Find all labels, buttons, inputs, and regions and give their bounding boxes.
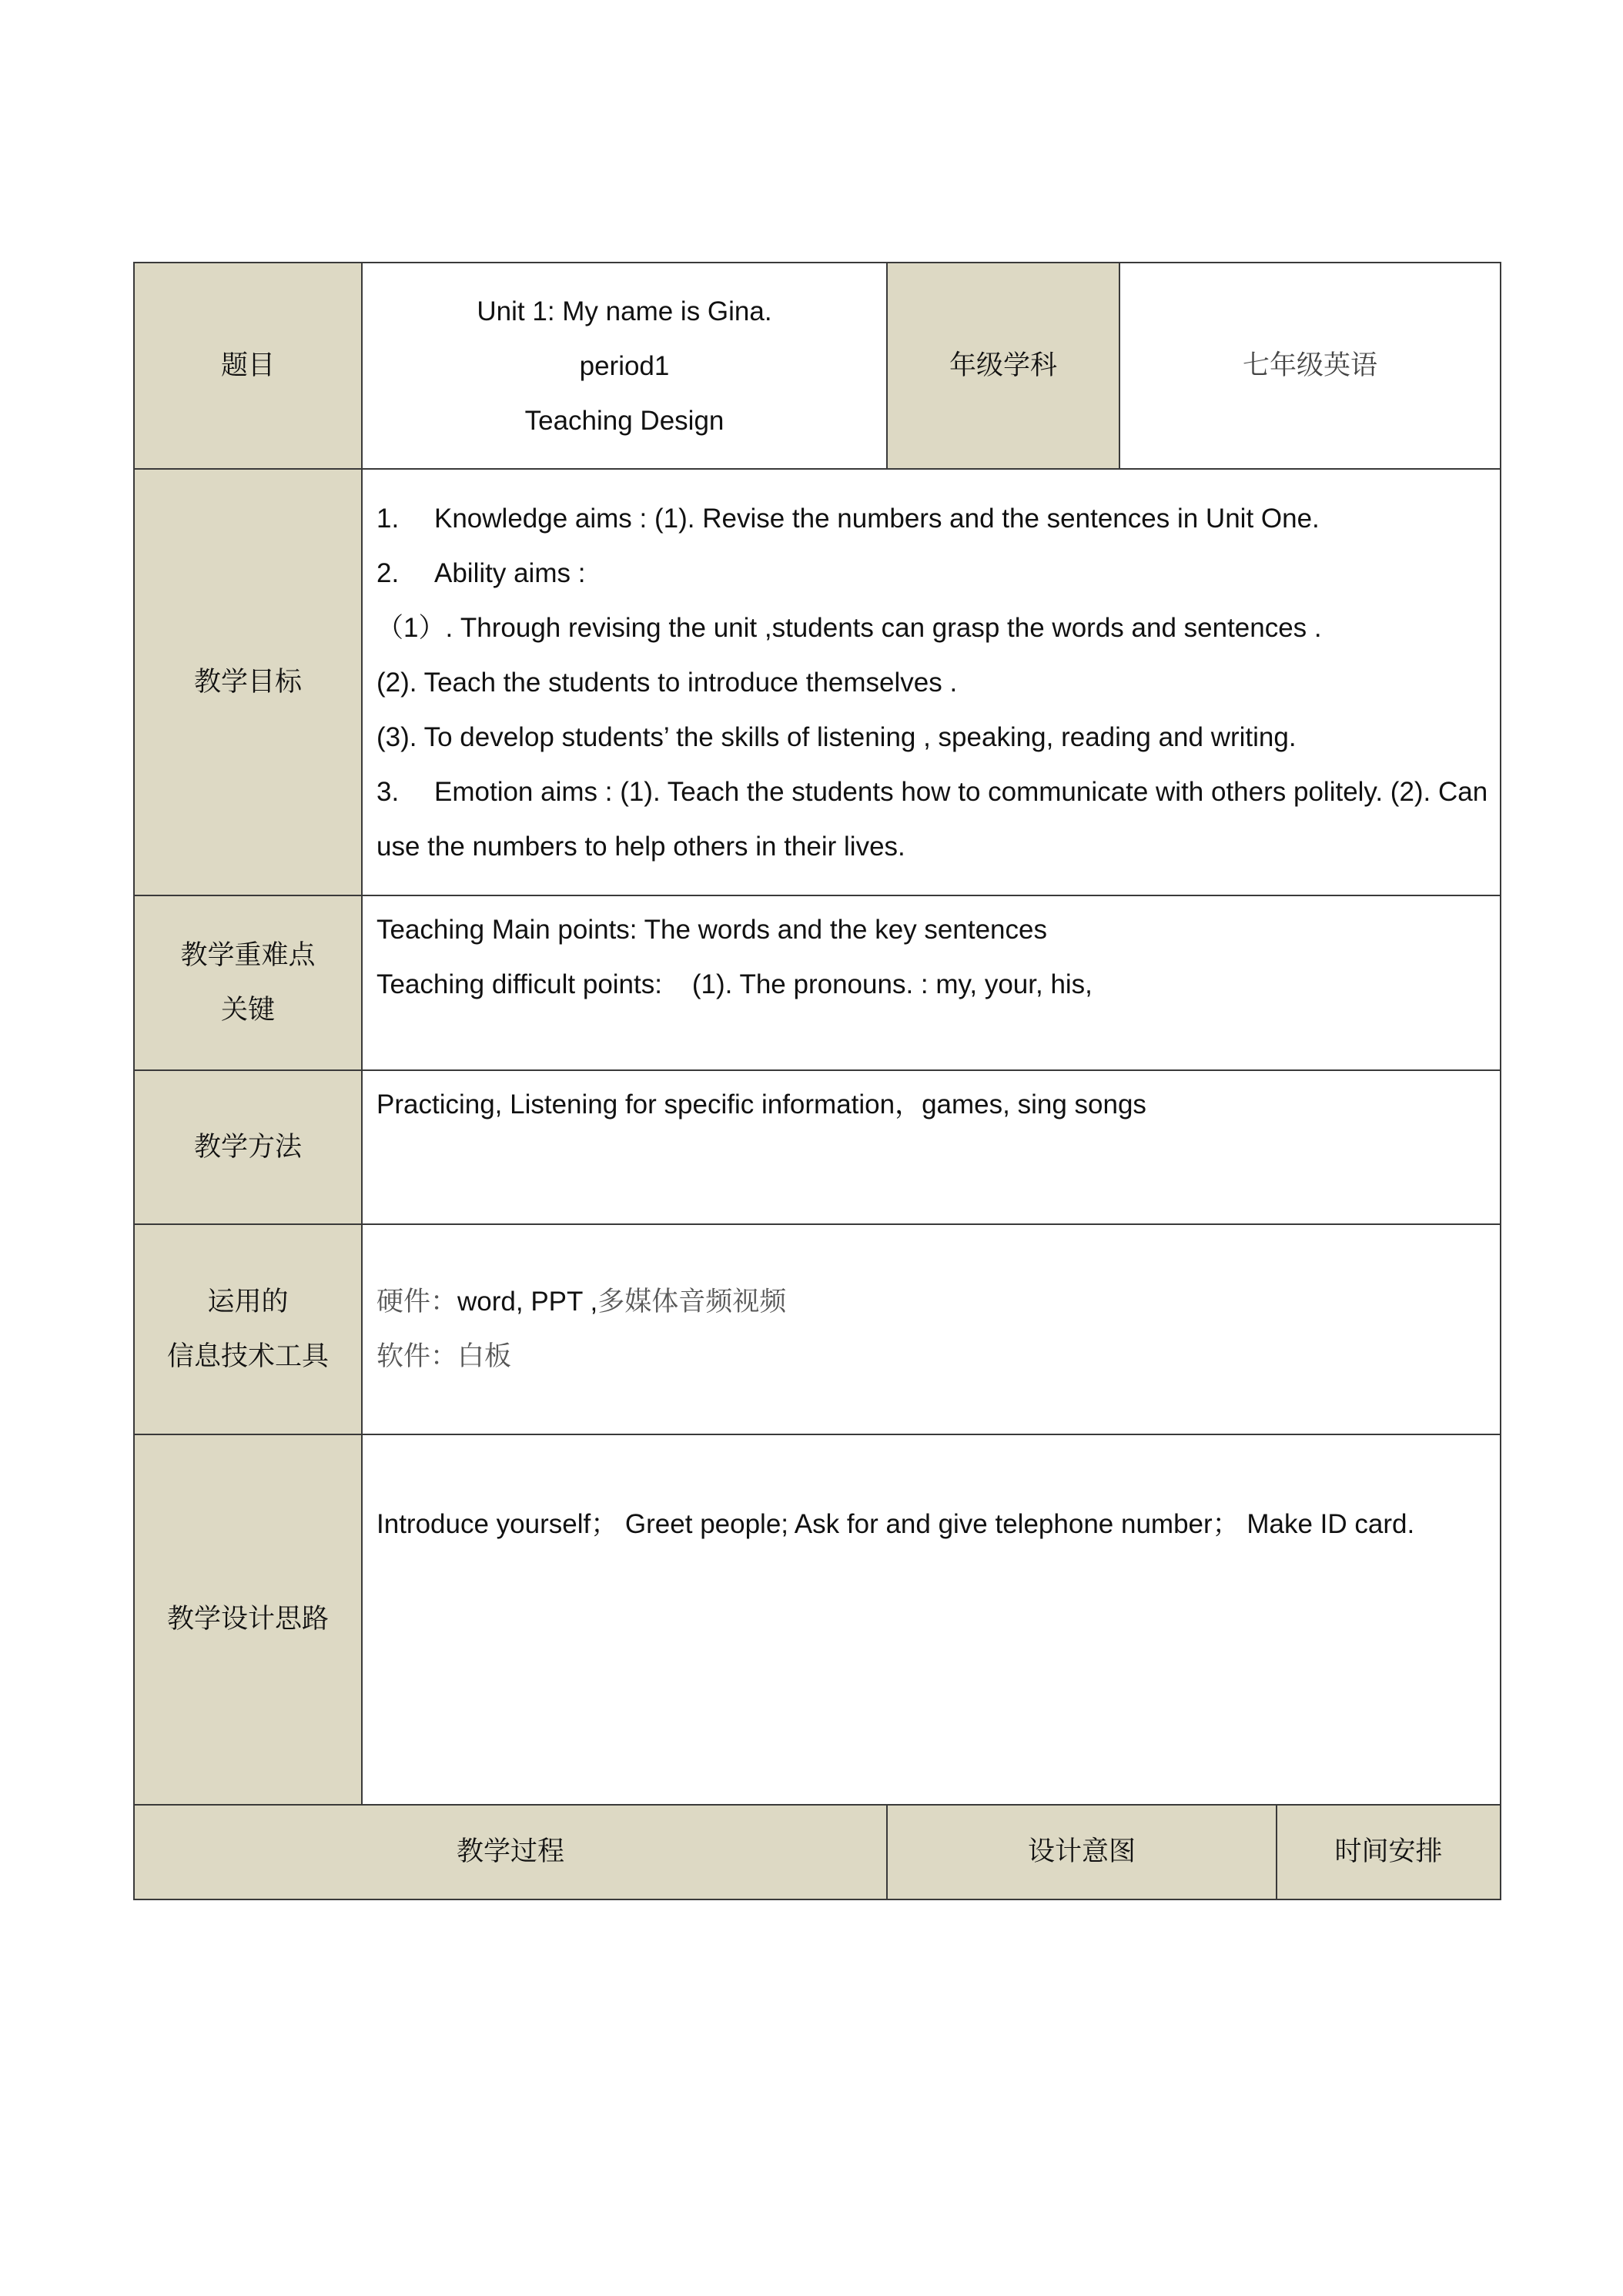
row-design — [134, 1434, 1501, 1805]
process-header: 教学过程 — [134, 1805, 887, 1899]
intent-header: 设计意图 — [887, 1805, 1277, 1899]
tools-label-line-2: 信息技术工具 — [166, 1340, 329, 1372]
design-text: Introduce yourself； Greet people; Ask for and give telephone number； Make ID card. — [376, 1509, 1415, 1539]
tools-label — [134, 1224, 362, 1434]
tools-software: 软件：白板 — [376, 1341, 512, 1372]
goal-item-3: 3. Emotion aims : (1). Teach the students how to communicate with others politely. (2). Can use the numbers to help others in their lives. — [376, 776, 1488, 862]
row-topic — [134, 263, 1501, 469]
methods-content — [362, 1070, 1501, 1224]
keypoints-label-line-1: 教学重难点 — [180, 939, 316, 971]
goal-line-3: (3). To develop students’ the skills of listening , speaking, reading and writing. — [376, 721, 1297, 752]
methods-label: 教学方法 — [134, 1070, 362, 1224]
lesson-plan-table — [133, 262, 1501, 1900]
design-label: 教学设计思路 — [134, 1434, 362, 1805]
keypoints-line-2: Teaching difficult points: (1). The pronouns. : my, your, his, — [376, 969, 1093, 999]
time-header: 时间安排 — [1277, 1805, 1501, 1899]
keypoints-content — [362, 895, 1501, 1070]
goals-content — [362, 469, 1501, 895]
goal-line-1: （1）. Through revising the unit ,students can grasp the words and sentences . — [376, 612, 1322, 643]
grade-subject-label: 年级学科 — [887, 263, 1119, 469]
keypoints-label-line-2: 关键 — [220, 994, 275, 1026]
methods-text: Practicing, Listening for specific information，games, sing songs — [376, 1089, 1146, 1120]
topic-title-line-3: Teaching Design — [524, 405, 724, 436]
topic-title — [362, 263, 887, 469]
tools-label-line-1: 运用的 — [207, 1286, 289, 1317]
grade-subject-value: 七年级英语 — [1119, 263, 1501, 469]
design-content — [362, 1434, 1501, 1805]
keypoints-line-1: Teaching Main points: The words and the key sentences — [376, 915, 1047, 945]
row-footer — [134, 1805, 1501, 1899]
goal-line-2: (2). Teach the students to introduce themselves . — [376, 667, 958, 698]
goal-item-2: 2. Ability aims : — [376, 557, 586, 588]
goals-label: 教学目标 — [134, 469, 362, 895]
row-methods — [134, 1070, 1501, 1224]
tools-hardware: 硬件：word, PPT ,多媒体音频视频 — [376, 1287, 787, 1317]
row-goals — [134, 469, 1501, 895]
row-tools — [134, 1224, 1501, 1434]
row-keypoints — [134, 895, 1501, 1070]
topic-title-line-2: period1 — [579, 350, 670, 381]
topic-label: 题目 — [134, 263, 362, 469]
keypoints-label — [134, 895, 362, 1070]
tools-content — [362, 1224, 1501, 1434]
topic-title-line-1: Unit 1: My name is Gina. — [477, 296, 772, 326]
goal-item-1: 1. Knowledge aims : (1). Revise the numbers and the sentences in Unit One. — [376, 503, 1320, 534]
